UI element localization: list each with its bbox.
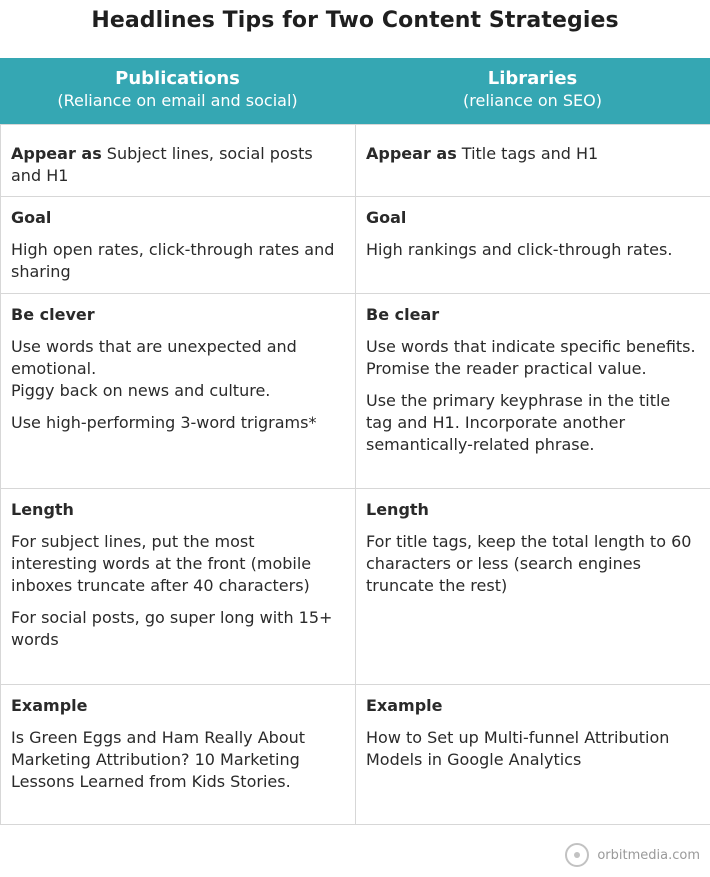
length-text-1: For title tags, keep the total length to 60 characters or less (search engines truncate the rest) <box>366 532 692 595</box>
goal-text: High rankings and click-through rates. <box>366 240 673 259</box>
header-publications-subtitle: (Reliance on email and social) <box>57 91 298 110</box>
table-row-length <box>1 489 710 685</box>
logo-text: orbitmedia.com <box>597 847 700 863</box>
header-libraries <box>355 58 710 124</box>
cell-publications-example <box>1 685 356 825</box>
page-title: Headlines Tips for Two Content Strategies <box>91 8 619 33</box>
header-publications <box>0 58 355 124</box>
cell-publications-length <box>1 489 356 685</box>
orbit-ring-icon <box>565 843 589 867</box>
cell-publications-be-clever <box>1 294 356 489</box>
comparison-table <box>0 124 710 825</box>
length-label: Length <box>366 500 429 519</box>
goal-label: Goal <box>366 208 407 227</box>
be-clever-label: Be clever <box>11 305 95 324</box>
goal-label: Goal <box>11 208 52 227</box>
be-clear-label: Be clear <box>366 305 440 324</box>
header-libraries-subtitle: (reliance on SEO) <box>463 91 602 110</box>
length-text-1: For subject lines, put the most interesting words at the front (mobile inboxes truncate after 40 characters) <box>11 532 312 595</box>
be-clear-text-1: Use words that indicate specific benefits. Promise the reader practical value. <box>366 337 696 378</box>
be-clever-text-1: Use words that are unexpected and emotional. <box>11 337 297 378</box>
example-label: Example <box>11 696 88 715</box>
be-clever-text-3: Use high-performing 3-word trigrams* <box>11 413 317 432</box>
cell-libraries-length <box>356 489 710 685</box>
orbitmedia-logo <box>565 843 700 867</box>
example-text: Is Green Eggs and Ham Really About Marketing Attribution? 10 Marketing Lessons Learned from Kids Stories. <box>11 728 306 791</box>
cell-libraries-be-clear <box>356 294 710 489</box>
header-publications-title: Publications <box>115 68 240 89</box>
table-row-clever-clear <box>1 294 710 489</box>
cell-libraries-appear-as <box>356 125 710 197</box>
cell-libraries-example <box>356 685 710 825</box>
appear-as-label: Appear as <box>366 144 457 163</box>
table-row-appear-as <box>1 125 710 197</box>
appear-as-label: Appear as <box>11 144 102 163</box>
cell-publications-appear-as <box>1 125 356 197</box>
table-header <box>0 58 710 124</box>
be-clear-text-2: Use the primary keyphrase in the title tag and H1. Incorporate another semantically-related phrase. <box>366 391 671 454</box>
example-text: How to Set up Multi-funnel Attribution Models in Google Analytics <box>366 728 670 769</box>
appear-as-text: Title tags and H1 <box>456 144 599 163</box>
header-libraries-title: Libraries <box>487 68 578 89</box>
length-text-2: For social posts, go super long with 15+ words <box>11 608 333 649</box>
table-row-goal <box>1 197 710 294</box>
table-row-example <box>1 685 710 825</box>
length-label: Length <box>11 500 74 519</box>
example-label: Example <box>366 696 443 715</box>
cell-publications-goal <box>1 197 356 294</box>
goal-text: High open rates, click-through rates and sharing <box>11 240 335 281</box>
cell-libraries-goal <box>356 197 710 294</box>
appear-as-text: Subject lines, social posts and H1 <box>11 144 313 185</box>
be-clever-text-2: Piggy back on news and culture. <box>11 381 271 400</box>
